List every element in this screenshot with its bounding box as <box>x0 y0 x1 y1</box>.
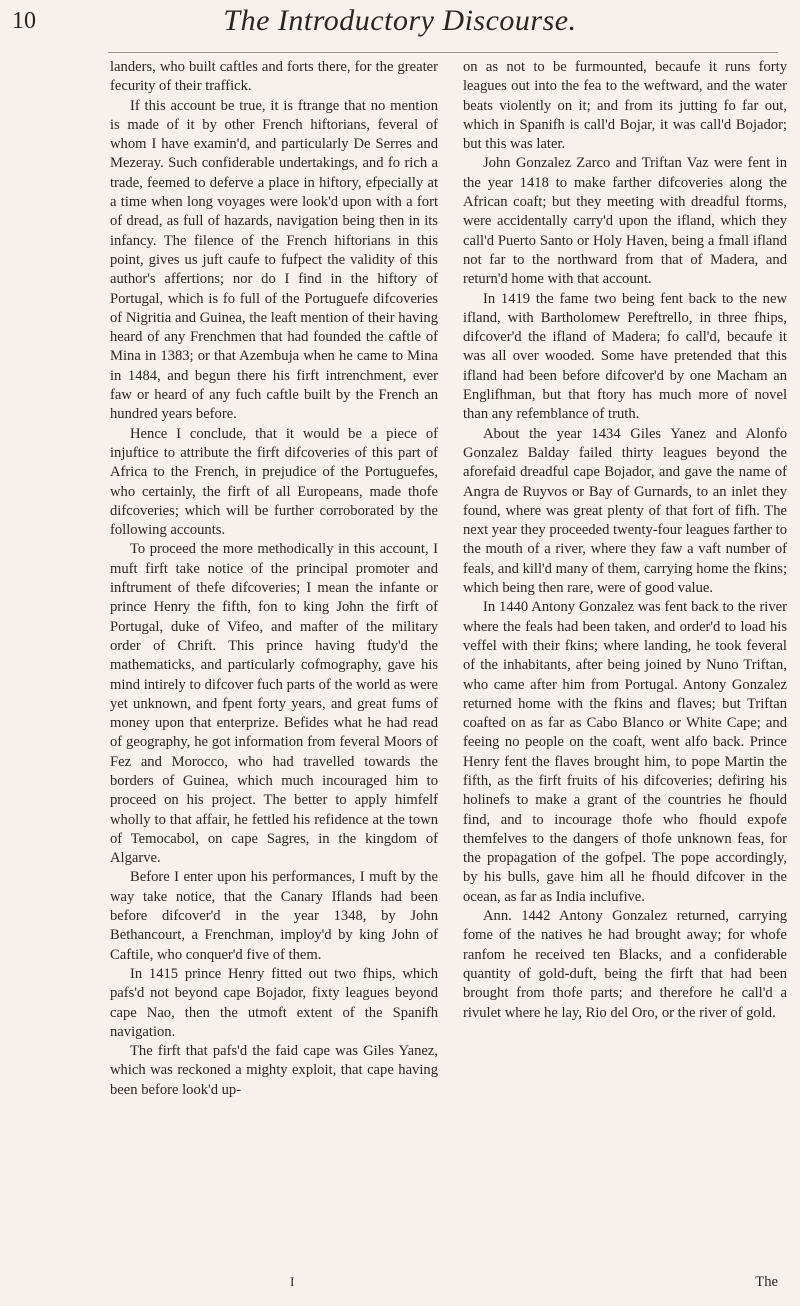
right-column <box>463 58 787 1023</box>
paragraph: About the year 1434 Giles Yanez and Alonfo Gonzalez Balday failed thirty leagues beyond the aforefaid dreadful cape Bojador, and gave the name of Angra de Ruyvos or Bay of Gurnards, to an inlet they found, where was great plenty of that fort of fifh. The next year they proceeded twenty-four leagues farther to the mouth of a river, where they faw a vaft number of feals, and kill'd many of them, carrying home the fkins; which being then rare, were of good value. <box>463 425 788 597</box>
paragraph: on as not to be furmounted, becaufe it runs forty leagues out into the fea to the weftward, and the water beats violently on it; and from its jutting fo far out, which in Spanifh is call'd Bojar, it was call'd Bojador; but this was later. <box>463 59 787 153</box>
running-head: The Introductory Discourse. <box>223 4 577 37</box>
paragraph: Ann. 1442 Antony Gonzalez returned, carrying fome of the natives he had brought away; for whofe ranfom he received ten Blacks, and a confiderable quantity of gold-duft, being the firft that had been brought from thofe parts; and therefore he call'd a rivulet where he lay, Rio del Oro, or the river of gold. <box>463 908 787 1021</box>
paragraph: landers, who built caftles and forts there, for the greater fecurity of their traffick. <box>110 59 438 95</box>
paragraph: Hence I conclude, that it would be a piece of injuftice to attribute the firft difcoveries of this part of Africa to the French, in prejudice of the Portuguefes, who certainly, the firft of all Europeans, made thofe difcoveries; which will be further corroborated by the following accounts. <box>110 425 438 539</box>
header-rule <box>108 52 778 53</box>
paragraph: In 1440 Antony Gonzalez was fent back to the river where the feals had been taken, and order'd to load his veffel with their fkins; where landing, he took feveral of the inhabitants, after being joined by Nuno Triftan, who came after him from Portugal. Antony Gonzalez returned home with the fkins and flaves; but Triftan coafted on as far as Cabo Blanco or White Cape; and feeing no people on the coaft, went alfo back. Prince Henry fent the flaves brought him, to pope Martin the fifth, as the firft fruits of his difcoveries; defiring his holinefs to make a grant of the countries he fhould find, and to incourage thofe who fhould expofe themfelves to the dangers of thofe unknown feas, for the propagation of the gofpel. The pope accordingly, by his bulls, gave him all he fhould difcover in the ocean, as far as India inclufive. <box>463 599 787 905</box>
paragraph: If this account be true, it is ftrange that no mention is made of it by other French hiftorians, feveral of whom I have examin'd, and particularly De Serres and Mezeray. Such confiderable undertakings, and fo rich a trade, feemed to deferve a place in hiftory, efpecially at a time when long voyages were look'd upon with a fort of dread, as full of hazards, navigation being then in its infancy. The filence of the French hiftorians in this point, gives us juft caufe to fufpect the validity of this author's affertions; nor do I find in the hiftory of Portugal, which is fo full of the Portuguefe difcoveries of Nigritia and Guinea, the leaft mention of their having heard of any Frenchmen that had founded the caftle of Mina in 1383; or that Azembuja when he came to Mina in 1484, and begun there his firft intrenchment, ever faw or heard of any fuch caftle built by the French an hundred years before. <box>110 97 438 423</box>
paragraph: In 1415 prince Henry fitted out two fhips, which pafs'd not beyond cape Bojador, fixty leagues beyond cape Nao, then the utmoft extent of the Spanifh navigation. <box>110 965 438 1040</box>
page-number: 10 <box>12 8 36 34</box>
paragraph: The firft that pafs'd the faid cape was Giles Yanez, which was reckoned a mighty exploit, that cape having been before look'd up- <box>110 1043 438 1098</box>
signature-mark: I <box>290 1274 295 1289</box>
paragraph: To proceed the more methodically in this account, I muft firft take notice of the principal promoter and inftrument of thefe difcoveries; I mean the infante or prince Henry the fifth, fon to king John the firft of Portugal, duke of Vifeo, and mafter of the military order of Chrift. This prince having ftudy'd the mathematicks, and particularly cofmography, gave his mind intirely to difcover fuch parts of the world as were yet unknown, and fpent forty years, and great fums of money upon that enterprize. Befides what he had read of geography, he got information from feveral Moors of Fez and Morocco, who had travelled towards the borders of Guinea, which much incouraged him to proceed on his project. The better to apply himfelf wholly to that affair, he fettled his refidence at the town of Temocabol, on cape Sagres, in the kingdom of Algarve. <box>110 541 438 867</box>
paragraph: Before I enter upon his performances, I muft by the way take notice, that the Canary Iflands had been before difcover'd in the year 1348, by John Bethancourt, a Frenchman, imploy'd by king John of Caftile, who conquer'd five of them. <box>110 869 438 963</box>
catchword: The <box>755 1274 778 1290</box>
left-column <box>110 58 438 1100</box>
paragraph: John Gonzalez Zarco and Triftan Vaz were fent in the year 1418 to make farther difcoveries along the African coaft; but they meeting with dreadful ftorms, were accidentally carry'd upon the ifland, which they call'd Puerto Santo or Holy Haven, being a fmall ifland not far to the northward from that of Madera, and return'd home with that account. <box>463 155 787 288</box>
paragraph: In 1419 the fame two being fent back to the new ifland, with Bartholomew Pereftrello, in three fhips, difcover'd the ifland of Madera; fo call'd, becaufe it was all over wooded. Some have pretended that this ifland had been before difcover'd by one Macham an Englifhman, but that ftory has much more of novel than any refemblance of truth. <box>463 290 787 423</box>
